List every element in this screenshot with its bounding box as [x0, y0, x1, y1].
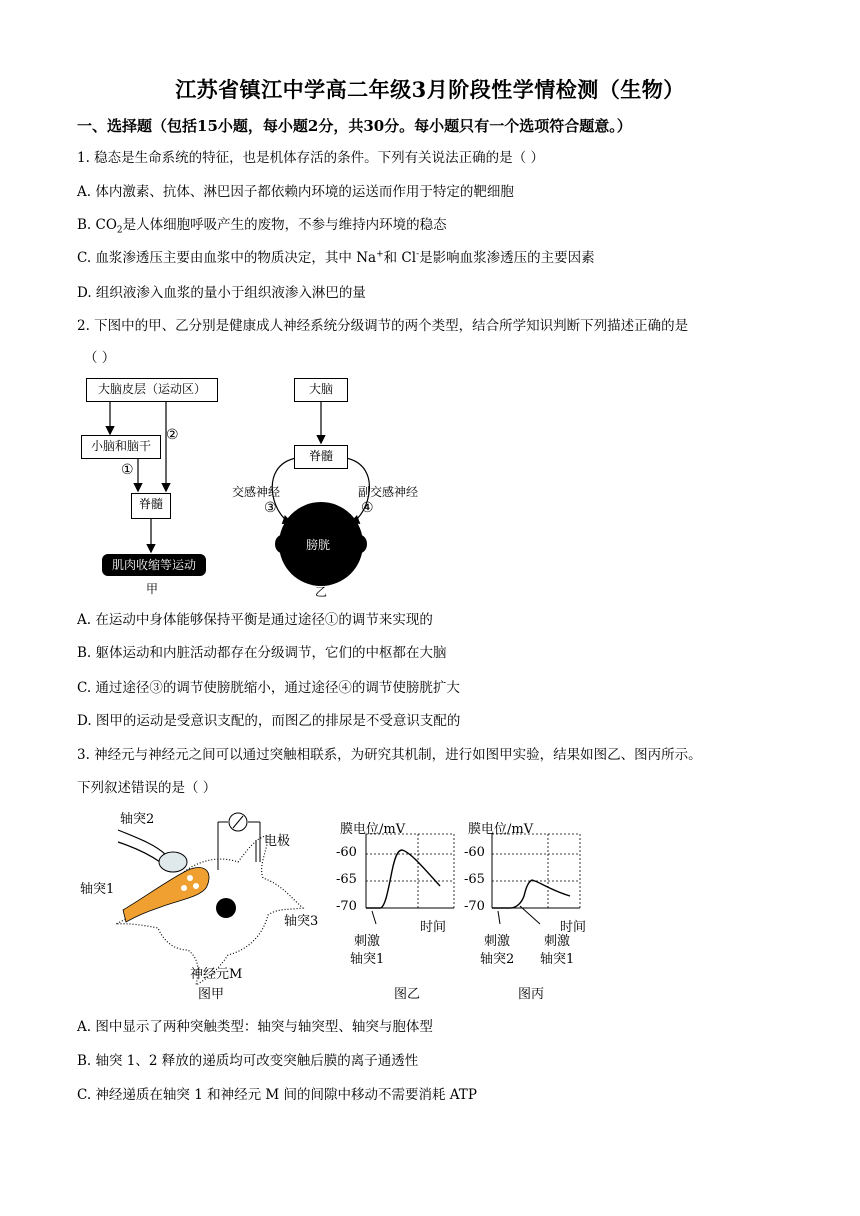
- q3-figure-jia: [78, 800, 328, 1005]
- path-1-label: ①: [121, 462, 134, 478]
- spinal-box: 脊髓: [131, 493, 171, 519]
- muscle-box: 肌肉收缩等运动: [102, 554, 206, 576]
- q3-stem-2: 下列叙述错误的是（ ）: [77, 780, 217, 796]
- parasympathetic-label: 副交感神经: [358, 485, 419, 499]
- q1-option-c: [77, 246, 595, 266]
- sympathetic-label: 交感神经: [232, 485, 281, 499]
- q1-c-sup1: +: [376, 249, 384, 260]
- bing-xlabel: 时间: [560, 920, 587, 935]
- q3-stem: 3. 神经元与神经元之间可以通过突触相联系，为研究其机制，进行如图甲实验，结果如图乙、图丙所示。: [77, 747, 702, 763]
- q1-c-sup2: -: [416, 249, 420, 260]
- axon1-label: 轴突1: [80, 882, 115, 897]
- bing-stim1-line2: 轴突1: [540, 952, 575, 967]
- yi-tick-60: -60: [336, 845, 357, 860]
- cerebellum-box: 小脑和脑干: [81, 435, 161, 459]
- q3-option-b: B. 轴突 1、2 释放的递质均可改变突触后膜的离子通透性: [77, 1053, 419, 1069]
- q3-bing-caption: 图丙: [518, 987, 545, 1002]
- axon2-label: 轴突2: [120, 812, 155, 827]
- yi-xlabel: 时间: [420, 920, 447, 935]
- cortex-box: 大脑皮层（运动区）: [86, 378, 218, 402]
- yi-stim-line1: 刺激: [354, 934, 381, 949]
- q1-b-post: 是人体细胞呼吸产生的废物，不参与维持内环境的稳态: [122, 217, 447, 233]
- path-3-label: ③: [264, 500, 277, 516]
- path-2-label: ②: [166, 427, 179, 443]
- q2-figure-jia: [78, 376, 228, 598]
- bladder-label: 膀胱: [306, 538, 331, 552]
- yi-stim-line2: 轴突1: [350, 952, 385, 967]
- q2-option-b: B. 躯体运动和内脏活动都存在分级调节，它们的中枢都在大脑: [77, 645, 447, 661]
- q3-figure-yi: [330, 816, 460, 1006]
- q1-option-b: [77, 213, 447, 236]
- yi-tick-65: -65: [336, 872, 357, 887]
- q3-jia-caption: 图甲: [198, 987, 225, 1002]
- q2-option-c: C. 通过途径③的调节使膀胱缩小，通过途径④的调节使膀胱扩大: [77, 680, 460, 696]
- bing-tick-60: -60: [464, 845, 485, 860]
- q2-figure-yi: [228, 376, 438, 598]
- q3-option-a: A. 图中显示了两种突触类型：轴突与轴突型、轴突与胞体型: [77, 1019, 433, 1035]
- path-4-label: ④: [361, 500, 374, 516]
- q2-stem: 2. 下图中的甲、乙分别是健康成人神经系统分级调节的两个类型，结合所学知识判断下列描述正确的是: [77, 318, 689, 334]
- bing-tick-65: -65: [464, 872, 485, 887]
- q1-stem: 1. 稳态是生命系统的特征，也是机体存活的条件。下列有关说法正确的是（ ）: [77, 150, 544, 166]
- brain-box: 大脑: [294, 378, 348, 402]
- q1-c-post: 是影响血浆渗透压的主要因素: [419, 250, 595, 266]
- q2-option-d: D. 图甲的运动是受意识支配的，而图乙的排尿是不受意识支配的: [77, 713, 461, 729]
- q1-option-a: A. 体内激素、抗体、淋巴因子都依赖内环境的运送而作用于特定的靶细胞: [77, 184, 514, 200]
- bing-stim1-line1: 刺激: [544, 934, 571, 949]
- yi-tick-70: -70: [336, 899, 357, 914]
- q2-yi-caption: 乙: [315, 585, 328, 599]
- q3-figure-bing: [462, 816, 602, 1006]
- page-title: 江苏省镇江中学高二年级3月阶段性学情检测（生物）: [175, 77, 685, 102]
- q1-b-sub: 2: [116, 225, 123, 236]
- yi-spinal-box: 脊髓: [294, 445, 348, 469]
- section-header: 一、选择题（包括15小题，每小题2分，共30分。每小题只有一个选项符合题意。）: [77, 117, 632, 135]
- q1-option-d: D. 组织液渗入血浆的量小于组织液渗入淋巴的量: [77, 285, 366, 301]
- bing-ylabel: 膜电位/mV: [468, 822, 534, 837]
- q1-c-pre: C. 血浆渗透压主要由血浆中的物质决定，其中 Na: [77, 250, 377, 266]
- electrode-label: 电极: [264, 834, 291, 849]
- axon3-label: 轴突3: [284, 914, 319, 929]
- neuron-m-label: 神经元M: [190, 967, 243, 982]
- bing-tick-70: -70: [464, 899, 485, 914]
- bing-stim2-line1: 刺激: [484, 934, 511, 949]
- q1-b-pre: B. CO: [77, 217, 117, 233]
- q1-c-mid: 和 Cl: [383, 250, 417, 266]
- q3-option-c: C. 神经递质在轴突 1 和神经元 M 间的间隙中移动不需要消耗 ATP: [77, 1087, 477, 1103]
- q2-jia-caption: 甲: [146, 582, 159, 596]
- q3-yi-caption: 图乙: [394, 987, 421, 1002]
- q2-option-a: A. 在运动中身体能够保持平衡是通过途径①的调节来实现的: [77, 612, 433, 628]
- q2-paren: （ ）: [84, 350, 116, 366]
- bing-stim2-line2: 轴突2: [480, 952, 515, 967]
- yi-ylabel: 膜电位/mV: [340, 822, 406, 837]
